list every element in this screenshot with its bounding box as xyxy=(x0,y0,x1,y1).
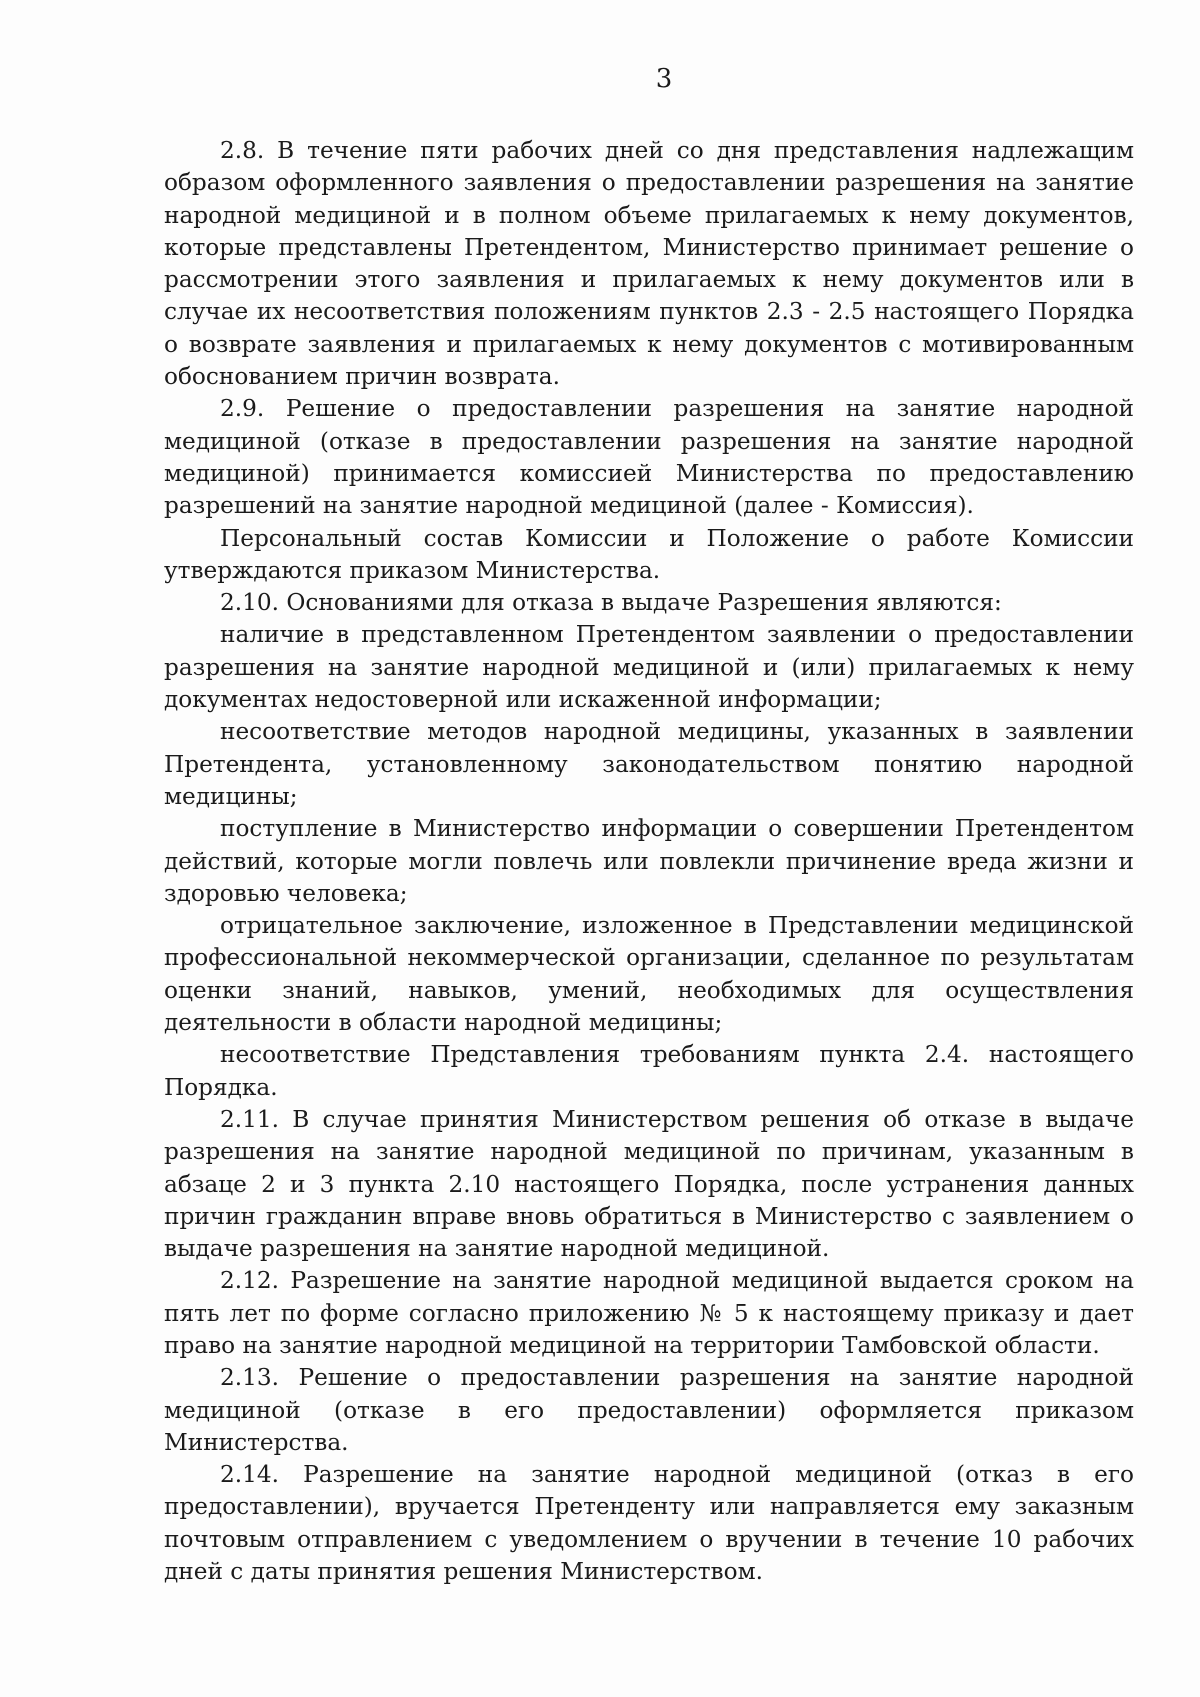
paragraph-2-14: 2.14. Разрешение на занятие народной медициной (отказ в его предоставлении), вручается Претенденту или направляется ему заказным почтовым отправлением с уведомлением о вручении в течение 10 рабочих дней с даты принятия решения Министерством. xyxy=(164,1461,1134,1586)
paragraph-2-10: 2.10. Основаниями для отказа в выдаче Разрешения являются: xyxy=(220,589,1002,617)
document-body xyxy=(164,135,1134,1588)
paragraph-refusal-ground-3: поступление в Министерство информации о совершении Претендентом действий, которые могли повлечь или повлекли причинение вреда жизни и здоровью человека; xyxy=(164,815,1134,907)
page-number: 3 xyxy=(655,64,673,94)
paragraph-2-9: 2.9. Решение о предоставлении разрешения на занятие народной медициной (отказе в предоставлении разрешения на занятие народной медициной) принимается комиссией Министерства по предоставлению разрешений на занятие народной медициной (далее - Комиссия). xyxy=(164,395,1134,520)
paragraph-2-11: 2.11. В случае принятия Министерством решения об отказе в выдаче разрешения на занятие народной медициной по причинам, указанным в абзаце 2 и 3 пункта 2.10 настоящего Порядка, после устранения данных причин гражданин вправе вновь обратиться в Министерство с заявлением о выдаче разрешения на занятие народной медициной. xyxy=(164,1105,1134,1263)
paragraph-refusal-ground-4: отрицательное заключение, изложенное в Представлении медицинской профессиональной некоммерческой организации, сделанное по результатам оценки знаний, навыков, умений, необходимых для осуществления деятельности в области народной медицины; xyxy=(164,912,1134,1037)
paragraph-refusal-ground-1: наличие в представленном Претендентом заявлении о предоставлении разрешения на занятие народной медициной и (или) прилагаемых к нему документах недостоверной или искаженной информации; xyxy=(164,621,1134,714)
paragraph-2-12: 2.12. Разрешение на занятие народной медициной выдается сроком на пять лет по форме согласно приложению № 5 к настоящему приказу и дает право на занятие народной медициной на территории Тамбовской области. xyxy=(164,1267,1134,1359)
paragraph-refusal-ground-2: несоответствие методов народной медицины, указанных в заявлении Претендента, установленному законодательством понятию народной медицины; xyxy=(164,718,1134,810)
paragraph-commission-composition: Персональный состав Комиссии и Положение о работе Комиссии утверждаются приказом Министерства. xyxy=(164,524,1134,584)
paragraph-2-13: 2.13. Решение о предоставлении разрешения на занятие народной медициной (отказе в его предоставлении) оформляется приказом Министерства. xyxy=(164,1364,1134,1456)
paragraph-refusal-ground-5: несоответствие Представления требованиям пункта 2.4. настоящего Порядка. xyxy=(164,1041,1134,1101)
paragraph-2-8: 2.8. В течение пяти рабочих дней со дня представления надлежащим образом оформленного заявления о предоставлении разрешения на занятие народной медициной и в полном объеме прилагаемых к нему документов, которые представлены Претендентом, Министерство принимает решение о рассмотрении этого заявления и прилагаемых к нему документов или в случае их несоответствия положениям пунктов 2.3 - 2.5 настоящего Порядка о возврате заявления и прилагаемых к нему документов с мотивированным обоснованием причин возврата. xyxy=(164,137,1134,391)
